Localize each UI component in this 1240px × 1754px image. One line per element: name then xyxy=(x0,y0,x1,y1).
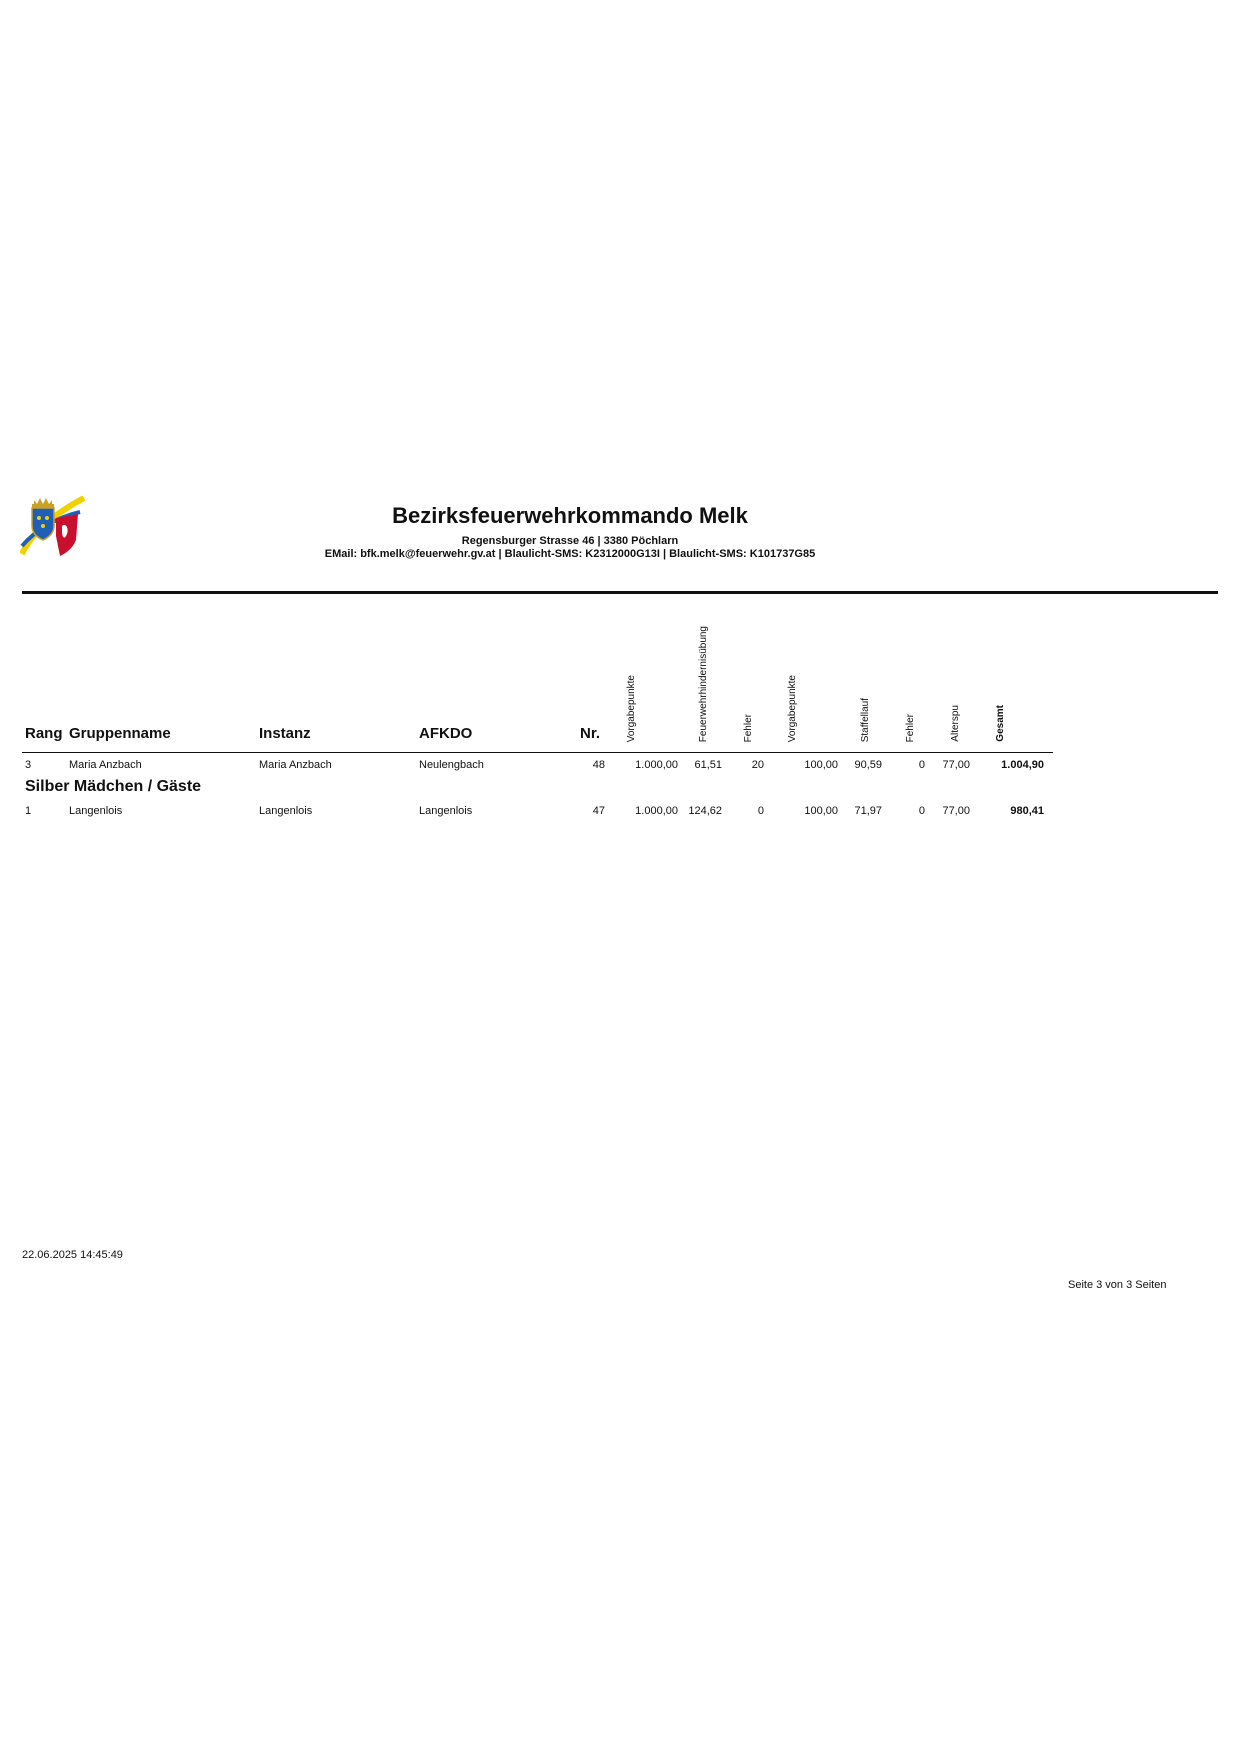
cell-fehler-1: 0 xyxy=(757,805,764,817)
column-header-staffellauf: Staffellauf xyxy=(860,697,871,742)
cell-afkdo: Langenlois xyxy=(419,805,473,817)
column-header-rang: Rang xyxy=(25,725,63,742)
cell-afkdo: Neulengbach xyxy=(419,759,484,771)
cell-instanz: Maria Anzbach xyxy=(259,759,332,771)
column-header-gruppenname: Gruppenname xyxy=(69,725,171,742)
section-title: Silber Mädchen / Gäste xyxy=(25,778,202,795)
cell-fehler-2: 0 xyxy=(918,759,925,771)
column-header-alterspu: Alterspu xyxy=(950,705,961,742)
contact-line: EMail: bfk.melk@feuerwehr.gv.at | Blaulicht-SMS: K2312000G13I | Blaulicht-SMS: K101737G85 xyxy=(324,548,816,560)
cell-feuerwehrhindernisuebung: 61,51 xyxy=(694,759,722,771)
column-header-vorgabepunkte-2: Vorgabepunkte xyxy=(787,674,798,742)
cell-nr: 47 xyxy=(592,805,605,817)
cell-vorgabepunkte-1: 1.000,00 xyxy=(635,805,678,817)
column-header-feuerwehrhindernisuebung: Feuerwehrhindernisübung xyxy=(698,625,709,742)
cell-rang: 3 xyxy=(25,759,32,771)
address-line: Regensburger Strasse 46 | 3380 Pöchlarn xyxy=(461,535,679,547)
cell-feuerwehrhindernisuebung: 124,62 xyxy=(688,805,722,817)
column-header-instanz: Instanz xyxy=(259,725,311,742)
cell-vorgabepunkte-1: 1.000,00 xyxy=(635,759,678,771)
column-header-afkdo: AFKDO xyxy=(419,725,473,742)
cell-alterspu: 77,00 xyxy=(942,805,970,817)
column-header-fehler-1: Fehler xyxy=(743,713,754,742)
cell-gesamt: 1.004,90 xyxy=(1001,759,1044,771)
header-divider xyxy=(22,591,1218,594)
column-header-nr: Nr. xyxy=(580,725,601,742)
page-number: Seite 3 von 3 Seiten xyxy=(1068,1279,1167,1291)
cell-nr: 48 xyxy=(592,759,605,771)
column-header-fehler-2: Fehler xyxy=(905,713,916,742)
cell-instanz: Langenlois xyxy=(259,805,313,817)
cell-fehler-2: 0 xyxy=(918,805,925,817)
cell-staffellauf: 90,59 xyxy=(854,759,882,771)
page-title: Bezirksfeuerwehrkommando Melk xyxy=(392,503,748,528)
cell-fehler-1: 20 xyxy=(751,759,764,771)
column-header-gesamt: Gesamt xyxy=(995,705,1006,742)
column-header-vorgabepunkte-1: Vorgabepunkte xyxy=(626,674,637,742)
cell-gruppenname: Langenlois xyxy=(69,805,123,817)
print-timestamp: 22.06.2025 14:45:49 xyxy=(22,1249,123,1261)
cell-staffellauf: 71,97 xyxy=(854,805,882,817)
cell-vorgabepunkte-2: 100,00 xyxy=(804,805,838,817)
cell-gesamt: 980,41 xyxy=(1010,805,1044,817)
cell-vorgabepunkte-2: 100,00 xyxy=(804,759,838,771)
table-header-divider xyxy=(22,752,1053,753)
cell-rang: 1 xyxy=(25,805,32,817)
cell-gruppenname: Maria Anzbach xyxy=(69,759,142,771)
cell-alterspu: 77,00 xyxy=(942,759,970,771)
